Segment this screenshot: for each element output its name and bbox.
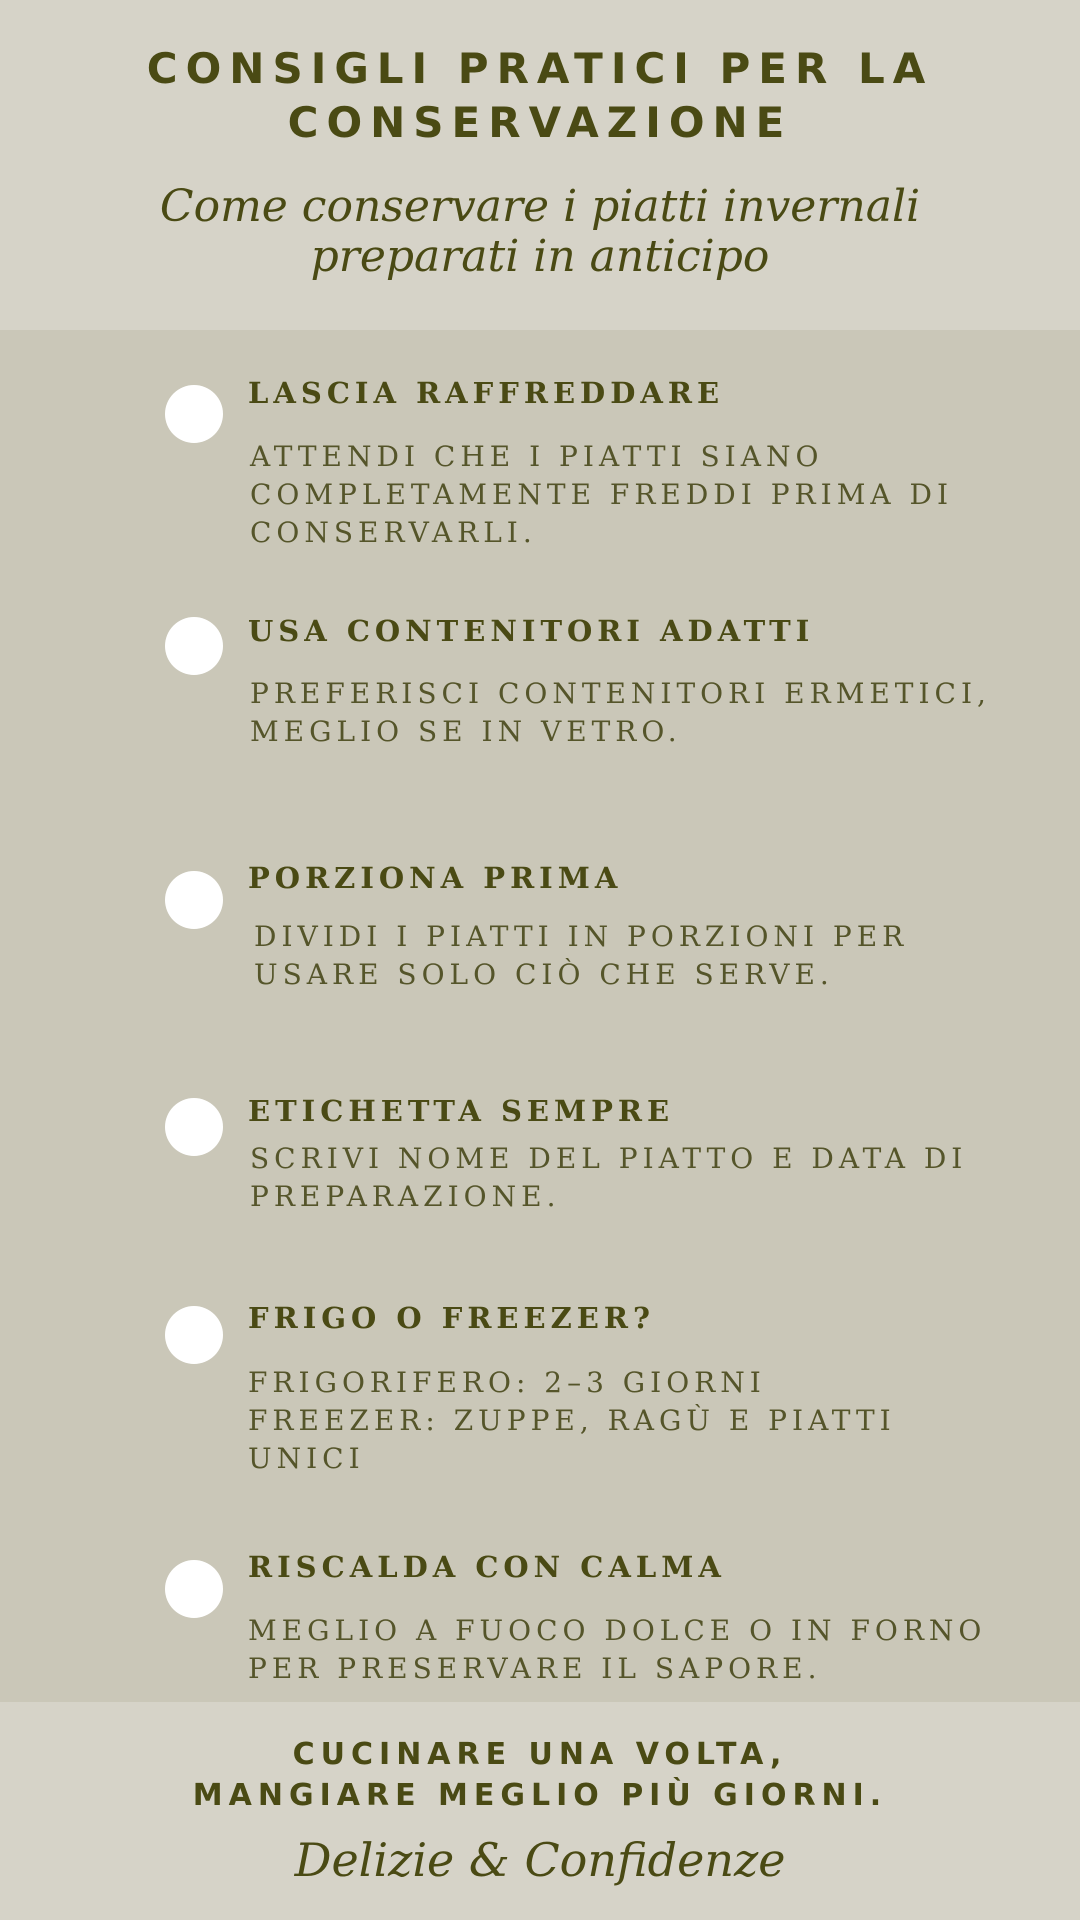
- header: [0, 0, 1080, 330]
- bullet-circle-icon: [165, 1560, 223, 1618]
- tip-title: RISCALDA CON CALMA: [248, 1550, 726, 1584]
- tip-text-line: USARE SOLO CIÒ CHE SERVE.: [254, 958, 834, 991]
- page-subtitle-line-2: preparati in anticipo: [310, 231, 770, 282]
- tip-text-line: UNICI: [248, 1442, 365, 1475]
- bullet-circle-icon: [165, 1098, 223, 1156]
- tip-text: [250, 1140, 1010, 1216]
- tip-title: LASCIA RAFFREDDARE: [248, 376, 725, 410]
- tip-title: FRIGO O FREEZER?: [248, 1301, 656, 1335]
- tip-text: [254, 918, 1014, 994]
- tip-title: ETICHETTA SEMPRE: [248, 1094, 675, 1128]
- tip-text-line: MEGLIO SE IN VETRO.: [250, 715, 682, 748]
- tip-text-line: COMPLETAMENTE FREDDI PRIMA DI: [250, 478, 954, 511]
- tips-section: [0, 330, 1080, 1702]
- bullet-circle-icon: [165, 1306, 223, 1364]
- tip-text-line: CONSERVARLI.: [250, 516, 537, 549]
- tip-text-line: FRIGORIFERO: 2–3 GIORNI: [248, 1366, 766, 1399]
- tip-title: USA CONTENITORI ADATTI: [248, 614, 815, 648]
- tip-text-line: MEGLIO A FUOCO DOLCE O IN FORNO: [248, 1614, 987, 1647]
- footer: [0, 1702, 1080, 1920]
- footer-slogan-line-2: MANGIARE MEGLIO PIÙ GIORNI.: [192, 1778, 888, 1813]
- tip-text: [250, 675, 1010, 751]
- tip-text-line: FREEZER: ZUPPE, RAGÙ E PIATTI: [248, 1404, 896, 1437]
- footer-slogan-line-1: CUCINARE UNA VOLTA,: [292, 1737, 788, 1772]
- tip-text-line: PREFERISCI CONTENITORI ERMETICI,: [250, 677, 991, 710]
- tip-text-line: DIVIDI I PIATTI IN PORZIONI PER: [254, 920, 909, 953]
- tip-text: [250, 438, 1010, 552]
- page-title: [0, 42, 1080, 150]
- brand-signature: Delizie & Confidenze: [294, 1833, 786, 1887]
- footer-slogan: [0, 1734, 1080, 1816]
- tip-text: [248, 1612, 1008, 1688]
- tip-text-line: ATTENDI CHE I PIATTI SIANO: [250, 440, 824, 473]
- tip-text: [248, 1364, 1008, 1478]
- tip-text-line: SCRIVI NOME DEL PIATTO E DATA DI: [250, 1142, 968, 1175]
- bullet-circle-icon: [165, 871, 223, 929]
- tip-title: PORZIONA PRIMA: [248, 861, 623, 895]
- page-title-line-2: CONSERVAZIONE: [287, 98, 793, 147]
- bullet-circle-icon: [165, 617, 223, 675]
- page-subtitle-line-1: Come conservare i piatti invernali: [159, 181, 921, 232]
- tip-text-line: PREPARAZIONE.: [250, 1180, 561, 1213]
- page-title-line-1: CONSIGLI PRATICI PER LA: [146, 44, 934, 93]
- bullet-circle-icon: [165, 385, 223, 443]
- tip-text-line: PER PRESERVARE IL SAPORE.: [248, 1652, 822, 1685]
- page-subtitle: [0, 182, 1080, 282]
